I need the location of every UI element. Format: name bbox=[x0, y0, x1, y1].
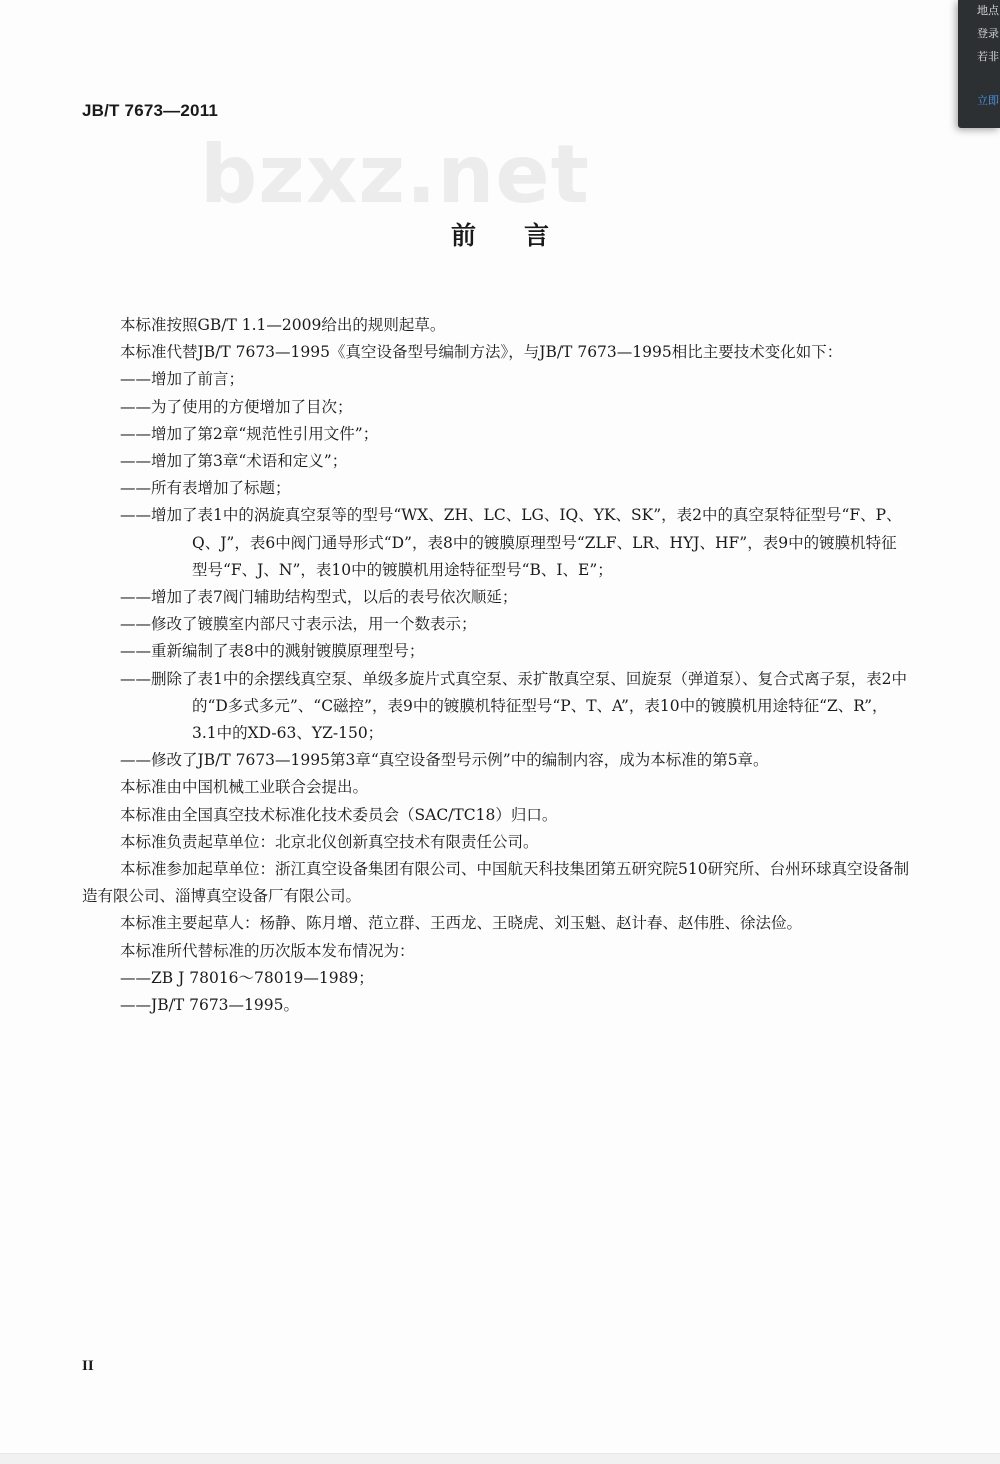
popup-text: 地点 bbox=[977, 4, 999, 17]
login-popup[interactable] bbox=[958, 0, 1000, 128]
paragraph: 本标准所代替标准的历次版本发布情况为： bbox=[120, 941, 415, 960]
paragraph: 本标准负责起草单位：北京北仪创新真空技术有限责任公司。 bbox=[120, 832, 539, 851]
list-item: ——增加了表7阀门辅助结构型式，以后的表号依次顺延； bbox=[120, 588, 518, 607]
foreword-body bbox=[82, 312, 912, 1019]
page-bottom-edge bbox=[0, 1453, 1000, 1464]
page-number: II bbox=[82, 1358, 94, 1374]
list-item: ——为了使用的方便增加了目次； bbox=[120, 397, 353, 416]
list-item: ——修改了镀膜室内部尺寸表示法，用一个数表示； bbox=[120, 615, 477, 634]
list-item: ——删除了表1中的余摆线真空泵、单级多旋片式真空泵、汞扩散真空泵、回旋泵（弹道泵）、复合式离子泵，表2中的“D多式多元”、“C磁控”，表9中的镀膜机特征型号“P、T、A”，表10中的镀膜机用途特征“Z、R”，3.1中的XD-63、YZ-150； bbox=[120, 669, 907, 743]
list-item: ——重新编制了表8中的溅射镀膜原理型号； bbox=[120, 642, 425, 661]
popup-action-link[interactable]: 立即 bbox=[977, 94, 999, 107]
page-title: 前言 bbox=[450, 221, 597, 250]
list-item: ——所有表增加了标题； bbox=[120, 479, 291, 498]
paragraph: 本标准主要起草人：杨静、陈月增、范立群、王西龙、王晓虎、刘玉魁、赵计春、赵伟胜、徐法俭。 bbox=[120, 914, 803, 933]
list-item: ——增加了前言； bbox=[120, 370, 245, 389]
list-item: ——增加了第3章“术语和定义”； bbox=[120, 452, 348, 471]
paragraph: 本标准由中国机械工业联合会提出。 bbox=[120, 778, 369, 797]
list-item: ——增加了第2章“规范性引用文件”； bbox=[120, 424, 379, 443]
list-item: ——JB/T 7673—1995。 bbox=[120, 996, 299, 1015]
list-item: ——增加了表1中的涡旋真空泵等的型号“WX、ZH、LC、LG、IQ、YK、SK”，表2中的真空泵特征型号“F、P、Q、J”，表6中阀门通导形式“D”，表8中的镀膜原理型号“ZLF、LR、HYJ、HF”，表9中的镀膜机特征型号“F、J、N”，表10中的镀膜机用途特征型号“B、I、E”； bbox=[120, 506, 902, 579]
watermark: bzxz.net bbox=[200, 128, 590, 221]
paragraph: 本标准按照GB/T 1.1—2009给出的规则起草。 bbox=[120, 316, 446, 334]
paragraph: 本标准参加起草单位：浙江真空设备集团有限公司、中国航天科技集团第五研究院510研究所、台州环球真空设备制造有限公司、淄博真空设备厂有限公司。 bbox=[82, 860, 910, 906]
list-item: ——ZB J 78016～78019—1989； bbox=[120, 968, 374, 987]
list-item: ——修改了JB/T 7673—1995第3章“真空设备型号示例”中的编制内容，成为本标准的第5章。 bbox=[120, 751, 769, 770]
popup-text: 登录 bbox=[977, 27, 999, 40]
paragraph: 本标准由全国真空技术标准化技术委员会（SAC/TC18）归口。 bbox=[120, 805, 558, 824]
standard-code: JB/T 7673—2011 bbox=[82, 101, 219, 120]
paragraph: 本标准代替JB/T 7673—1995《真空设备型号编制方法》，与JB/T 7673—1995相比主要技术变化如下： bbox=[120, 343, 843, 362]
popup-text: 若非 bbox=[977, 50, 999, 63]
